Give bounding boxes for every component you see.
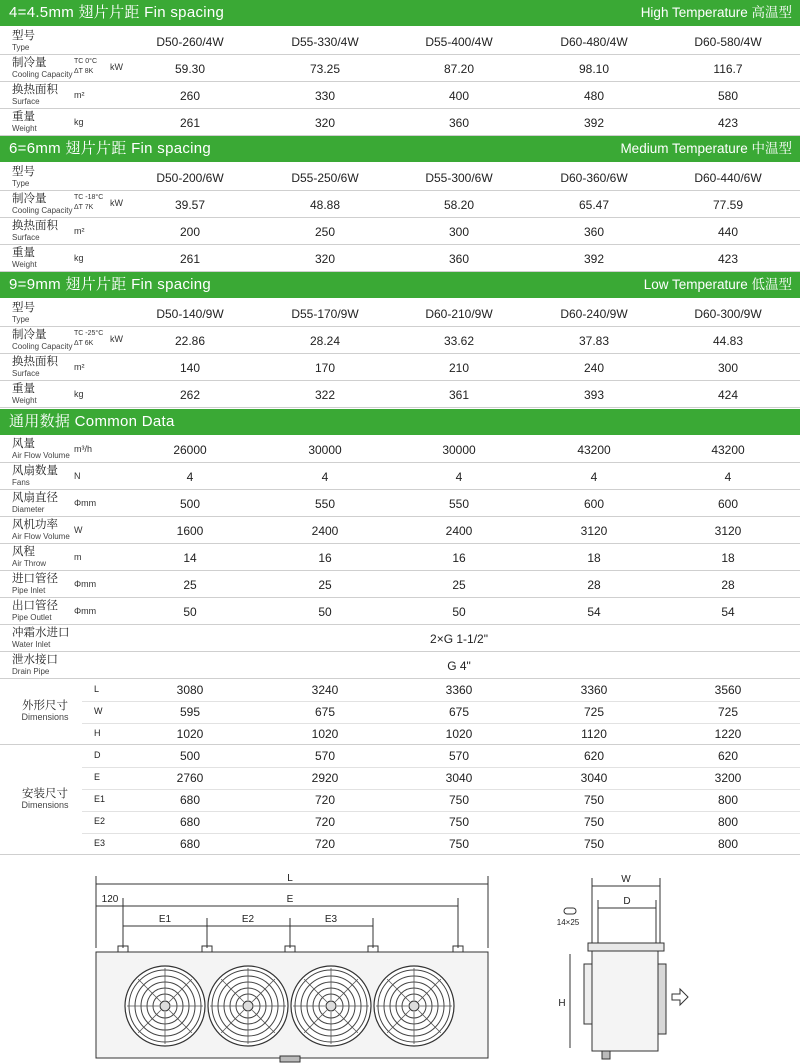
row-label-cn: 换热面积 — [12, 356, 58, 368]
value-cell: D60-440/6W — [694, 170, 762, 185]
value-cell: 4 — [590, 469, 598, 484]
row-label-cn: 风扇直径 — [12, 492, 58, 504]
group-label — [0, 700, 90, 723]
value-cell: 750 — [448, 837, 470, 851]
value-cell: 98.10 — [578, 61, 610, 76]
row-label-en: Air Flow Volume — [12, 532, 70, 541]
value-cell: 360 — [448, 251, 470, 266]
row-label-en: Cooling Capacity — [12, 342, 73, 351]
fan-icon — [291, 966, 371, 1046]
common-row — [0, 517, 800, 544]
value-cell: D60-480/4W — [560, 34, 628, 49]
value-cell: 3040 — [445, 771, 473, 785]
unit-label: m — [74, 552, 82, 562]
value-cell: D55-170/9W — [291, 306, 359, 321]
value-cell: 680 — [179, 837, 201, 851]
row-label-en: Type — [12, 179, 30, 188]
value-cell: 3360 — [580, 683, 608, 697]
value-cell: 3080 — [176, 683, 204, 697]
value-cell: 250 — [314, 224, 336, 239]
value-cell: 87.20 — [443, 61, 475, 76]
row-label-en: Air Flow Volume — [12, 451, 70, 460]
value-cell: 261 — [179, 251, 201, 266]
row-label-en: Weight — [12, 124, 37, 133]
value-cell: 65.47 — [578, 197, 610, 212]
row-label-en: Surface — [12, 97, 40, 106]
value-cell: 3360 — [445, 683, 473, 697]
value-cell: 423 — [717, 115, 739, 130]
value-cell: 750 — [583, 837, 605, 851]
value-cell: D55-300/6W — [425, 170, 493, 185]
row-label-cn: 进口管径 — [12, 573, 58, 585]
row-label-cn: 重量 — [12, 247, 35, 259]
value-cell: 54 — [587, 604, 601, 619]
unit-label: W — [74, 525, 83, 535]
value-cell: 43200 — [711, 442, 745, 457]
value-cell: 720 — [314, 837, 336, 851]
row-label-en: Drain Pipe — [12, 667, 50, 676]
value-cell: D60-300/9W — [694, 306, 762, 321]
value-cell: 393 — [583, 387, 605, 402]
value-cell: 675 — [314, 705, 336, 719]
common-row — [0, 490, 800, 517]
common-row — [0, 598, 800, 625]
common-row — [0, 463, 800, 490]
capacity-tc: TC -25°C — [74, 330, 104, 337]
value-cell: 1020 — [311, 727, 339, 741]
drain-row — [0, 652, 800, 679]
unit-label: m² — [74, 226, 85, 236]
row-label-cn: 制冷量 — [12, 57, 47, 69]
value-cell: 1220 — [714, 727, 742, 741]
value-cell: 4 — [455, 469, 463, 484]
unit-label: kg — [74, 117, 84, 127]
fan-icon — [125, 966, 205, 1046]
dim-E-label: E — [286, 894, 294, 905]
value-cell: 18 — [721, 550, 735, 565]
value-cell: 800 — [717, 815, 739, 829]
value-cell: 26000 — [173, 442, 207, 457]
dim-W-label: W — [621, 874, 631, 885]
dim-key: E2 — [94, 816, 106, 826]
dim-H-label: H — [558, 998, 566, 1009]
value-cell: 620 — [583, 749, 605, 763]
value-cell: 3120 — [580, 523, 608, 538]
value-cell: 43200 — [577, 442, 611, 457]
value-cell: 28 — [721, 577, 735, 592]
dim-L-label: L — [287, 873, 293, 884]
merged-value: G 4" — [447, 659, 471, 673]
row-label-en: Surface — [12, 233, 40, 242]
value-cell: 140 — [179, 360, 201, 375]
value-cell: 550 — [448, 496, 470, 511]
value-cell: D60-210/9W — [425, 306, 493, 321]
row-label-cn: 泄水接口 — [12, 654, 58, 666]
fan-icon — [374, 966, 454, 1046]
dim-key: E — [94, 772, 101, 782]
value-cell: 600 — [717, 496, 739, 511]
row-label-cn: 型号 — [12, 30, 35, 42]
value-cell: 440 — [717, 224, 739, 239]
row-label-cn: 出口管径 — [12, 600, 58, 612]
capacity-unit: kW — [110, 198, 123, 208]
value-cell: 50 — [452, 604, 466, 619]
value-cell: 240 — [583, 360, 605, 375]
capacity-dt: ΔT 7K — [74, 204, 94, 211]
value-cell: 570 — [314, 749, 336, 763]
row-label-en: Air Throw — [12, 559, 47, 568]
row-label-cn: 风量 — [12, 438, 35, 450]
value-cell: 2400 — [445, 523, 473, 538]
value-cell: 500 — [179, 749, 201, 763]
capacity-row — [0, 55, 800, 82]
value-cell: 262 — [179, 387, 201, 402]
value-cell: 2760 — [176, 771, 204, 785]
value-cell: 28 — [587, 577, 601, 592]
dim-key: W — [94, 706, 103, 716]
value-cell: 37.83 — [578, 333, 610, 348]
row-label-en: Pipe Outlet — [12, 613, 52, 622]
surface-row — [0, 82, 800, 109]
merged-value: 2×G 1-1/2" — [430, 632, 488, 646]
capacity-dt: ΔT 6K — [74, 340, 94, 347]
group-label-en: Dimensions — [21, 800, 69, 810]
value-cell: D50-260/4W — [156, 34, 224, 49]
dim-row — [82, 745, 800, 768]
value-cell: 16 — [318, 550, 332, 565]
value-cell: 25 — [318, 577, 332, 592]
row-label-en: Weight — [12, 396, 37, 405]
value-cell: 423 — [717, 251, 739, 266]
dim-key: E1 — [94, 794, 106, 804]
type-row — [0, 28, 800, 55]
row-label-cn: 风扇数量 — [12, 465, 58, 477]
group-label-cn: 外形尺寸 — [22, 700, 68, 712]
row-label-cn: 换热面积 — [12, 220, 58, 232]
value-cell: 30000 — [442, 442, 476, 457]
section-title: 4=4.5mm 翅片片距 Fin spacing — [9, 4, 225, 21]
section-temp-label: High Temperature 高温型 — [640, 5, 792, 20]
row-label-cn: 冲霜水进口 — [12, 627, 70, 639]
capacity-row — [0, 191, 800, 218]
row-label-en: Water Inlet — [12, 640, 51, 649]
value-cell: 33.62 — [443, 333, 475, 348]
section-title: 9=9mm 翅片片距 Fin spacing — [9, 276, 212, 293]
capacity-dt: ΔT 8K — [74, 68, 94, 75]
value-cell: 58.20 — [443, 197, 475, 212]
value-cell: 750 — [448, 793, 470, 807]
outer-dimensions-group — [0, 679, 800, 745]
value-cell: 580 — [717, 88, 739, 103]
unit-label: m² — [74, 90, 85, 100]
unit-label: m³/h — [74, 444, 92, 454]
value-cell: 4 — [186, 469, 194, 484]
value-cell: 22.86 — [174, 333, 206, 348]
value-cell: 750 — [583, 793, 605, 807]
dim-row — [82, 701, 800, 724]
fan-icon — [208, 966, 288, 1046]
row-label-cn: 型号 — [12, 302, 35, 314]
value-cell: 595 — [179, 705, 201, 719]
value-cell: 570 — [448, 749, 470, 763]
value-cell: 330 — [314, 88, 336, 103]
value-cell: 322 — [314, 387, 336, 402]
row-label-cn: 重量 — [12, 383, 35, 395]
value-cell: 25 — [452, 577, 466, 592]
value-cell: 1020 — [176, 727, 204, 741]
value-cell: D60-580/4W — [694, 34, 762, 49]
section-header-bar — [0, 136, 800, 162]
value-cell: 680 — [179, 815, 201, 829]
unit-label: Φmm — [74, 498, 97, 508]
value-cell: 392 — [583, 251, 605, 266]
value-cell: 550 — [314, 496, 336, 511]
dim-120-label: 120 — [101, 894, 119, 905]
dim-D-label: D — [623, 896, 631, 907]
value-cell: 3120 — [714, 523, 742, 538]
value-cell: 725 — [717, 705, 739, 719]
dim-E1-label: E1 — [158, 914, 172, 925]
row-label-cn: 风程 — [12, 546, 35, 558]
value-cell: 14 — [183, 550, 197, 565]
capacity-tc: TC 0°C — [74, 58, 98, 65]
value-cell: 680 — [179, 793, 201, 807]
row-label-en: Cooling Capacity — [12, 206, 73, 215]
value-cell: 39.57 — [174, 197, 206, 212]
capacity-tc: TC -18°C — [74, 194, 104, 201]
airflow-arrow-icon — [672, 989, 688, 1005]
common-row — [0, 436, 800, 463]
value-cell: 18 — [587, 550, 601, 565]
row-label-en: Type — [12, 315, 30, 324]
value-cell: 620 — [717, 749, 739, 763]
row-label-en: Cooling Capacity — [12, 70, 73, 79]
value-cell: 4 — [724, 469, 732, 484]
install-dimensions-group — [0, 745, 800, 855]
capacity-unit: kW — [110, 334, 123, 344]
row-label-cn: 制冷量 — [12, 193, 47, 205]
value-cell: D50-200/6W — [156, 170, 224, 185]
value-cell: 424 — [717, 387, 739, 402]
value-cell: 675 — [448, 705, 470, 719]
section-temp-label: Low Temperature 低温型 — [643, 277, 792, 292]
common-data-title: 通用数据 Common Data — [9, 413, 175, 430]
dim-key: H — [94, 728, 101, 738]
value-cell: 392 — [583, 115, 605, 130]
surface-row — [0, 218, 800, 245]
value-cell: D55-330/4W — [291, 34, 359, 49]
group-label — [0, 788, 90, 811]
value-cell: 3200 — [714, 771, 742, 785]
value-cell: 300 — [448, 224, 470, 239]
weight-row — [0, 109, 800, 136]
value-cell: 3040 — [580, 771, 608, 785]
value-cell: 2920 — [311, 771, 339, 785]
value-cell: D55-250/6W — [291, 170, 359, 185]
section-temp-label: Medium Temperature 中温型 — [620, 141, 792, 156]
capacity-row — [0, 327, 800, 354]
dim-key: L — [94, 684, 100, 694]
unit-label: N — [74, 471, 81, 481]
dim-row — [82, 679, 800, 702]
group-label-cn: 安装尺寸 — [22, 788, 68, 800]
value-cell: 600 — [583, 496, 605, 511]
row-label-cn: 制冷量 — [12, 329, 47, 341]
unit-label: kg — [74, 253, 84, 263]
value-cell: 4 — [321, 469, 329, 484]
value-cell: 210 — [448, 360, 470, 375]
side-view-drawing — [540, 868, 710, 1063]
value-cell: 1600 — [176, 523, 204, 538]
value-cell: 3240 — [311, 683, 339, 697]
surface-row — [0, 354, 800, 381]
slot-size-label: 14×25 — [556, 918, 580, 927]
dim-row — [82, 789, 800, 812]
common-row — [0, 571, 800, 598]
value-cell: 3560 — [714, 683, 742, 697]
value-cell: D55-400/4W — [425, 34, 493, 49]
value-cell: 260 — [179, 88, 201, 103]
value-cell: 1120 — [581, 727, 607, 741]
value-cell: 2400 — [311, 523, 339, 538]
common-row — [0, 544, 800, 571]
group-label-en: Dimensions — [21, 712, 69, 722]
value-cell: 44.83 — [712, 333, 744, 348]
capacity-unit: kW — [110, 62, 123, 72]
row-label-cn: 型号 — [12, 166, 35, 178]
dim-key: D — [94, 750, 101, 760]
row-label-en: Diameter — [12, 505, 45, 514]
value-cell: 500 — [179, 496, 201, 511]
value-cell: 360 — [583, 224, 605, 239]
value-cell: 320 — [314, 251, 336, 266]
value-cell: 320 — [314, 115, 336, 130]
value-cell: 54 — [721, 604, 735, 619]
unit-label: Φmm — [74, 579, 97, 589]
value-cell: 77.59 — [712, 197, 744, 212]
value-cell: 261 — [179, 115, 201, 130]
value-cell: 361 — [448, 387, 470, 402]
value-cell: 30000 — [308, 442, 342, 457]
value-cell: 48.88 — [309, 197, 341, 212]
value-cell: 170 — [314, 360, 336, 375]
value-cell: 25 — [183, 577, 197, 592]
row-label-en: Weight — [12, 260, 37, 269]
value-cell: 16 — [452, 550, 466, 565]
value-cell: 750 — [583, 815, 605, 829]
weight-row — [0, 381, 800, 408]
value-cell: 725 — [583, 705, 605, 719]
value-cell: 116.7 — [713, 61, 743, 76]
front-view-drawing — [80, 868, 500, 1063]
dim-row — [82, 833, 800, 855]
section-title: 6=6mm 翅片片距 Fin spacing — [9, 140, 212, 157]
value-cell: 1020 — [445, 727, 473, 741]
common-data-header-bar — [0, 409, 800, 435]
value-cell: 480 — [583, 88, 605, 103]
value-cell: 59.30 — [174, 61, 206, 76]
value-cell: 720 — [314, 793, 336, 807]
section-header-bar — [0, 0, 800, 26]
value-cell: 73.25 — [309, 61, 341, 76]
value-cell: 50 — [183, 604, 197, 619]
row-label-en: Surface — [12, 369, 40, 378]
row-label-cn: 重量 — [12, 111, 35, 123]
dim-row — [82, 767, 800, 790]
value-cell: D60-240/9W — [560, 306, 628, 321]
dim-E3-label: E3 — [324, 914, 338, 925]
row-label-cn: 换热面积 — [12, 84, 58, 96]
value-cell: 800 — [717, 793, 739, 807]
weight-row — [0, 245, 800, 272]
dim-key: E3 — [94, 838, 106, 848]
unit-label: Φmm — [74, 606, 97, 616]
value-cell: 800 — [717, 837, 739, 851]
row-label-en: Type — [12, 43, 30, 52]
value-cell: D60-360/6W — [560, 170, 628, 185]
value-cell: D50-140/9W — [156, 306, 224, 321]
unit-label: kg — [74, 389, 84, 399]
section-header-bar — [0, 272, 800, 298]
row-label-cn: 风机功率 — [12, 519, 58, 531]
dim-row — [82, 811, 800, 834]
type-row — [0, 164, 800, 191]
value-cell: 50 — [318, 604, 332, 619]
unit-label: m² — [74, 362, 85, 372]
value-cell: 750 — [448, 815, 470, 829]
water-row — [0, 625, 800, 652]
value-cell: 400 — [448, 88, 470, 103]
value-cell: 28.24 — [309, 333, 341, 348]
row-label-en: Pipe Inlet — [12, 586, 46, 595]
value-cell: 720 — [314, 815, 336, 829]
type-row — [0, 300, 800, 327]
dim-row — [82, 723, 800, 745]
value-cell: 200 — [179, 224, 201, 239]
value-cell: 300 — [717, 360, 739, 375]
dim-E2-label: E2 — [241, 914, 255, 925]
row-label-en: Fans — [12, 478, 30, 487]
value-cell: 360 — [448, 115, 470, 130]
